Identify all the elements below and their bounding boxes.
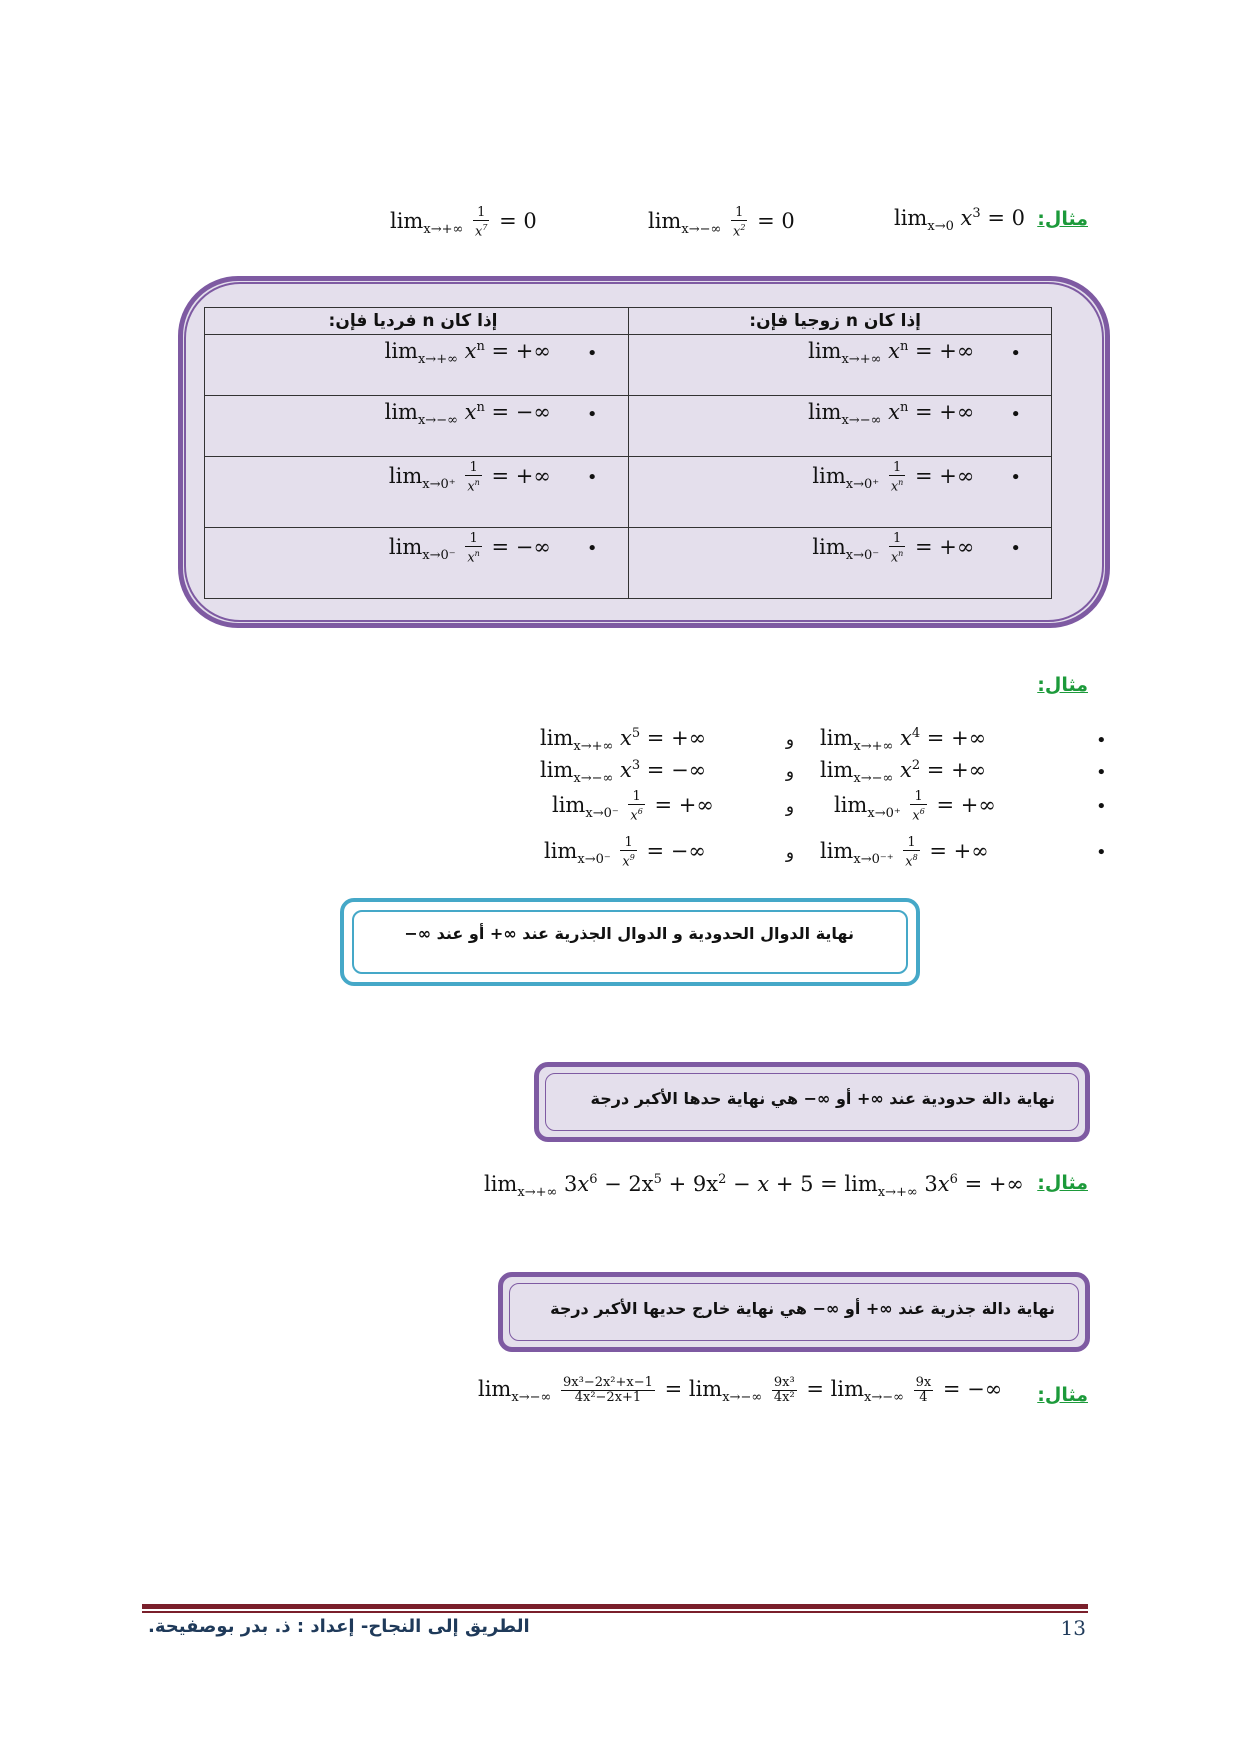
example-rational: $\lim_{x\to-\infty}$ $\frac{\text{9x³−2x²+x−1}}{\text{4x²−2x+1}}$ = $\lim_{x\to-\infty}$ $\frac{\text{9x³}}{\text{4x²}}$ = $\lim_{x\to-\infty}$ $\frac{9x}{4}$ = −∞ <box>478 1375 1003 1405</box>
example-1-limit-c: $\lim_{x\to+\infty}$ $\frac{1}{x^7}$ = 0 <box>390 205 537 240</box>
example-1-limit-a: $\lim_{x\to 0} x^3 = 0$ <box>894 206 1025 234</box>
rule-rational-box <box>498 1272 1090 1352</box>
rule-poly-box <box>534 1062 1090 1142</box>
example-label-1: مثال: <box>1037 208 1088 230</box>
cell-odd-3: • $\lim_{x\to 0^+}$ $\frac{1}{x^n}$ = +∞ <box>205 457 629 528</box>
footer-rule-thin <box>142 1611 1088 1613</box>
example-2-row-1: $\lim_{x\to+\infty} x^5$ = +∞ و $\lim_{x\to+\infty} x^4$ = +∞ • <box>540 726 1107 754</box>
section-title-box <box>340 898 920 986</box>
cell-even-3: • $\lim_{x\to 0^+}$ $\frac{1}{x^n}$ = +∞ <box>628 457 1052 528</box>
example-label-3: مثال: <box>1037 1172 1088 1194</box>
rule-poly-text: نهاية دالة حدودية عند ∞+ أو ∞− هي نهاية حدها الأكبر درجة <box>590 1089 1055 1108</box>
cell-even-1: • $\lim_{x\to+\infty} x^n$ = +∞ <box>628 335 1052 396</box>
example-1-limit-b: $\lim_{x\to-\infty}$ $\frac{1}{x^2}$ = 0 <box>648 205 795 240</box>
footer-text: الطريق إلى النجاح- إعداد : ذ. بدر بوصفيحة. <box>148 1616 530 1637</box>
example-2-row-4: $\lim_{x\to 0^-}$ $\frac{1}{x^9}$ = −∞ و $\lim_{x\to 0^{-+}}$ $\frac{1}{x^8}$ = +∞ • <box>544 835 1107 870</box>
cell-odd-4: • $\lim_{x\to 0^-}$ $\frac{1}{x^n}$ = −∞ <box>205 528 629 599</box>
example-2-row-2: $\lim_{x\to-\infty} x^3$ = −∞ و $\lim_{x\to-\infty} x^2$ = +∞ • <box>540 758 1107 786</box>
cell-odd-1: • $\lim_{x\to+\infty} x^n$ = +∞ <box>205 335 629 396</box>
footer-rule-thick <box>142 1604 1088 1609</box>
cell-even-2: • $\lim_{x\to-\infty} x^n$ = +∞ <box>628 396 1052 457</box>
example-poly: $\lim_{x\to+\infty} 3x^6 - 2x^5 + 9x^2 - x + 5 = \lim_{x\to+\infty} 3x^6$ = +∞ <box>484 1172 1024 1200</box>
cell-odd-2: • $\lim_{x\to-\infty} x^n$ = −∞ <box>205 396 629 457</box>
header-odd: إذا كان n فرديا فإن: <box>205 308 629 335</box>
example-label-4: مثال: <box>1037 1384 1088 1406</box>
example-2-row-3: $\lim_{x\to 0^-}$ $\frac{1}{x^6}$ = +∞ و $\lim_{x\to 0^+}$ $\frac{1}{x^6}$ = +∞ • <box>552 789 1107 824</box>
limits-table <box>204 307 1052 599</box>
example-label-2: مثال: <box>1037 674 1088 696</box>
cell-even-4: • $\lim_{x\to 0^-}$ $\frac{1}{x^n}$ = +∞ <box>628 528 1052 599</box>
header-even: إذا كان n زوجيا فإن: <box>628 308 1052 335</box>
section-title: نهاية الدوال الحدودية و الدوال الجذرية عند ∞+ أو عند ∞− <box>404 924 854 943</box>
rule-rational-text: نهاية دالة جذرية عند ∞+ أو ∞− هي نهاية خارج حديها الأكبر درجة <box>550 1299 1055 1318</box>
page-number: 13 <box>1060 1616 1086 1640</box>
